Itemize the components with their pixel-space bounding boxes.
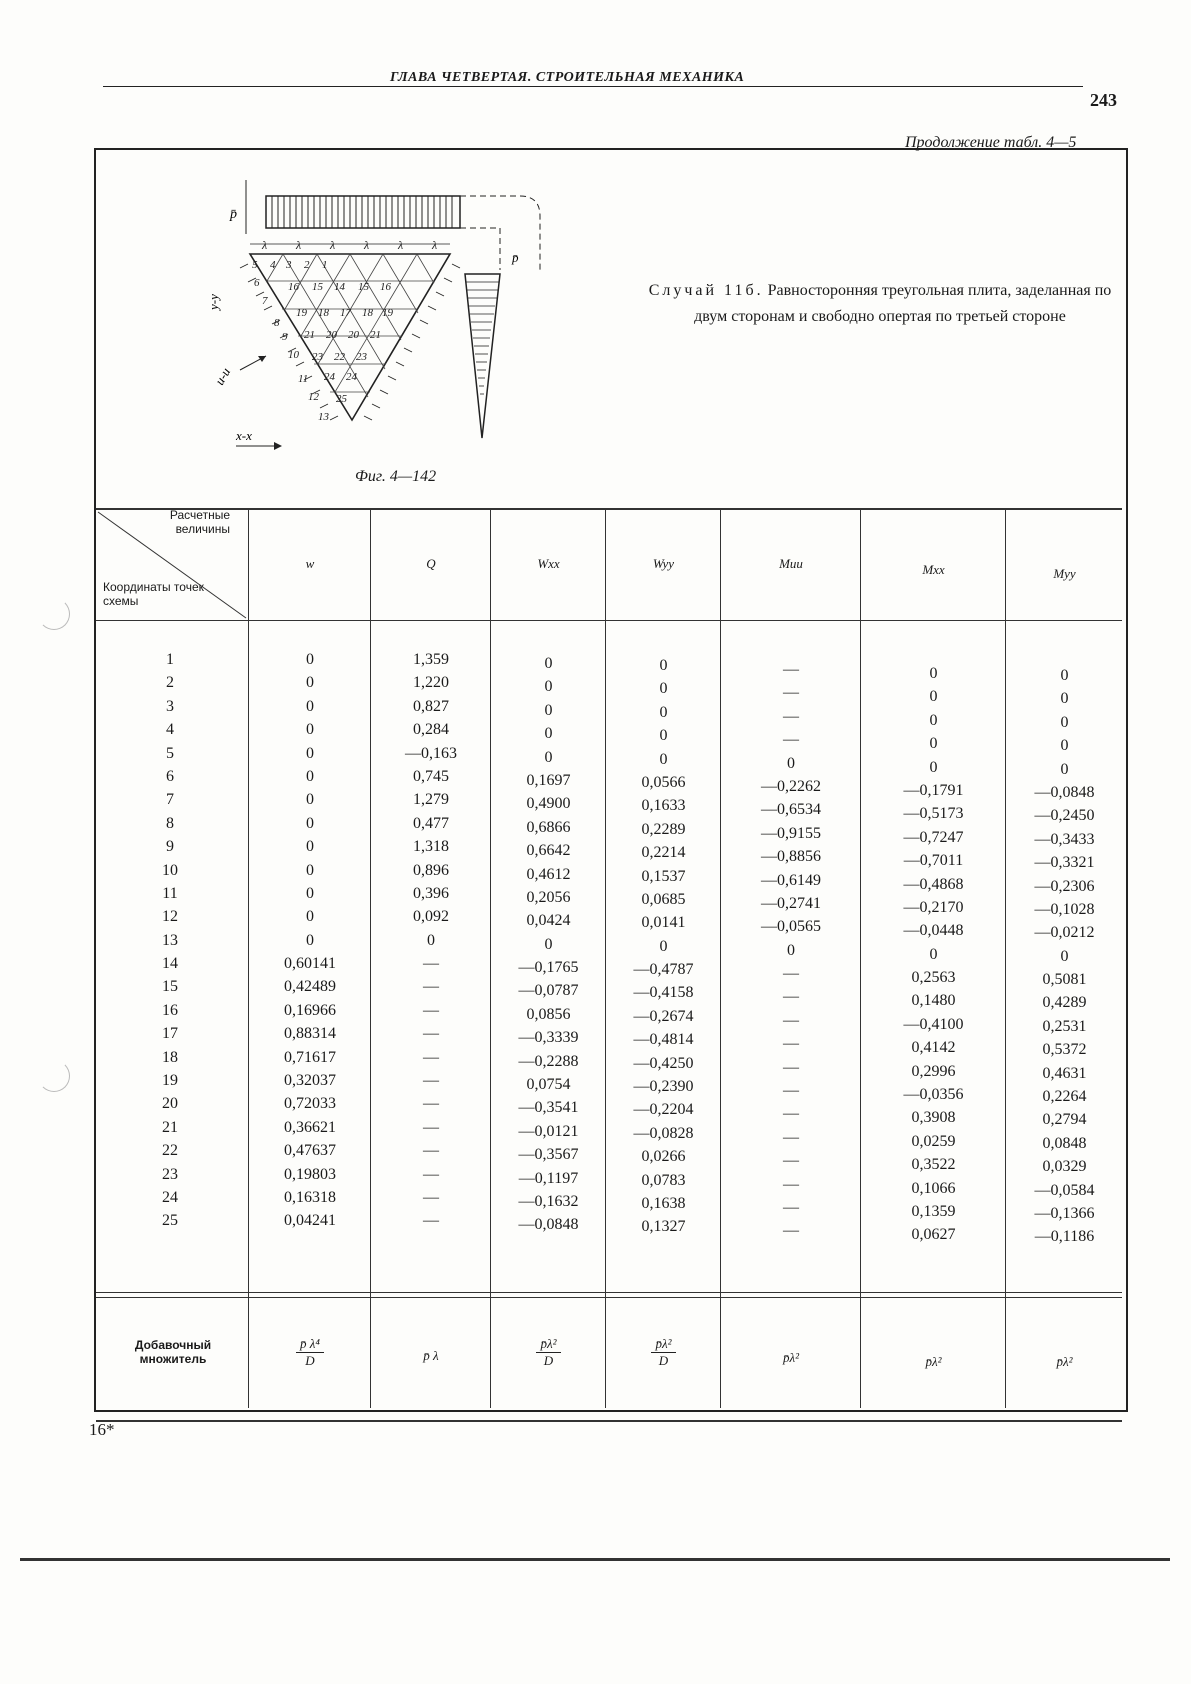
table-cell-q: 0,896 bbox=[413, 861, 449, 879]
table-cell-q: 0,092 bbox=[413, 908, 449, 926]
table-cell-muu: — bbox=[783, 988, 799, 1006]
table-cell-wxx: —0,3567 bbox=[518, 1146, 579, 1164]
table-cell-mxx: —0,2170 bbox=[903, 898, 964, 916]
table-cell-wyy: 0,1638 bbox=[641, 1194, 686, 1212]
header-mxx: Mxx bbox=[922, 562, 945, 577]
table-cell-n: 8 bbox=[166, 814, 174, 832]
table-cell-muu: —0,0565 bbox=[761, 918, 821, 936]
case-title bbox=[640, 278, 1120, 330]
table-cell-wxx: 0,0856 bbox=[526, 1005, 571, 1023]
table-cell-mxx: —0,1791 bbox=[903, 781, 964, 799]
column-myy bbox=[1007, 664, 1122, 1249]
table-cell-mxx: 0,3522 bbox=[911, 1156, 956, 1174]
svg-text:5: 5 bbox=[252, 259, 258, 271]
table-cell-wyy: 0,1327 bbox=[641, 1218, 686, 1236]
table-cell-muu: 0 bbox=[787, 754, 795, 772]
table-cell-q: — bbox=[423, 978, 439, 996]
table-cell-w: 0,19803 bbox=[284, 1165, 336, 1183]
table-cell-n: 24 bbox=[162, 1188, 178, 1206]
svg-text:15: 15 bbox=[312, 281, 323, 293]
table-cell-wyy: 0 bbox=[659, 657, 668, 674]
table-cell-mxx: 0 bbox=[929, 688, 938, 706]
svg-text:λ: λ bbox=[364, 238, 370, 252]
multiplier-muu: p̄λ² bbox=[782, 1350, 800, 1365]
table-cell-q: — bbox=[423, 1165, 439, 1183]
table-cell-w: 0,42489 bbox=[284, 978, 336, 996]
table-cell-muu: — bbox=[783, 731, 799, 749]
table-cell-mxx: 0,1359 bbox=[911, 1202, 956, 1220]
multiplier-wxx: $\frac{\text{p̄λ²}}{D}$ bbox=[492, 1336, 605, 1369]
table-cell-myy: —0,2450 bbox=[1034, 807, 1095, 825]
table-cell-mxx: 0,0627 bbox=[911, 1226, 956, 1244]
table-cell-myy: 0 bbox=[1060, 947, 1069, 965]
table-cell-n: 3 bbox=[166, 697, 174, 715]
table-cell-q: 0,396 bbox=[413, 884, 449, 902]
table-cell-w: 0 bbox=[306, 884, 314, 902]
svg-text:4: 4 bbox=[270, 259, 276, 271]
table-cell-mxx: 0,2996 bbox=[911, 1062, 956, 1080]
header-w: w bbox=[305, 556, 315, 571]
column-mxx bbox=[862, 662, 1005, 1247]
table-cell-muu: —0,6149 bbox=[761, 871, 821, 889]
table-cell-muu: — bbox=[783, 1198, 799, 1216]
table-cell-wxx: 0 bbox=[544, 935, 553, 953]
table-cell-wyy: 0,0783 bbox=[641, 1171, 686, 1189]
table-cell-mxx: 0 bbox=[929, 711, 938, 729]
table-cell-n: 10 bbox=[162, 861, 178, 879]
table-cell-muu: —0,2262 bbox=[761, 777, 821, 795]
col-divider bbox=[1005, 508, 1006, 1408]
table-cell-myy: —0,0584 bbox=[1034, 1181, 1095, 1199]
table-cell-wyy: —0,4787 bbox=[633, 961, 694, 979]
table-cell-wyy: —0,2204 bbox=[633, 1101, 694, 1119]
binder-hole bbox=[38, 1060, 70, 1092]
table-cell-myy: 0,4289 bbox=[1042, 994, 1087, 1012]
svg-text:18: 18 bbox=[362, 307, 373, 319]
table-cell-myy: 0,2264 bbox=[1042, 1088, 1087, 1106]
col-divider bbox=[370, 508, 371, 1408]
table-bottom-rule bbox=[96, 1420, 1122, 1422]
table-cell-myy: 0 bbox=[1060, 690, 1069, 708]
table-cell-muu: —0,6534 bbox=[761, 801, 821, 819]
table-cell-myy: 0 bbox=[1060, 667, 1069, 684]
table-cell-wxx: —0,2288 bbox=[518, 1052, 579, 1070]
body-bottom-rule bbox=[96, 1292, 1122, 1293]
table-cell-myy: —0,0212 bbox=[1034, 924, 1095, 942]
svg-text:λ: λ bbox=[296, 238, 302, 252]
svg-text:19: 19 bbox=[382, 307, 393, 319]
svg-text:11: 11 bbox=[298, 373, 309, 385]
column-w bbox=[250, 648, 370, 1233]
svg-text:p̄: p̄ bbox=[512, 250, 519, 265]
table-continuation-note: Продолжение табл. 4—5 bbox=[905, 134, 1077, 151]
table-cell-n: 2 bbox=[166, 674, 174, 692]
case-description: Равносторонняя треугольная плита, заделанная по двум сторонам и свободно опертая по третьей стороне bbox=[694, 282, 1112, 325]
table-cell-muu: — bbox=[783, 1222, 799, 1240]
table-cell-wyy: 0 bbox=[659, 750, 668, 768]
table-cell-mxx: 0,3908 bbox=[911, 1109, 956, 1127]
table-cell-myy: —0,1366 bbox=[1034, 1204, 1095, 1222]
table-cell-n: 23 bbox=[162, 1165, 178, 1183]
header-wxx: Wxx bbox=[537, 556, 560, 571]
svg-text:22: 22 bbox=[334, 351, 345, 363]
table-cell-mxx: —0,4100 bbox=[903, 1015, 964, 1033]
table-cell-q: 0,477 bbox=[413, 814, 449, 832]
table-cell-n: 6 bbox=[166, 767, 174, 785]
table-cell-q: — bbox=[423, 1212, 439, 1230]
table-cell-w: 0 bbox=[306, 721, 314, 739]
table-cell-mxx: —0,7011 bbox=[903, 852, 964, 870]
col-divider bbox=[720, 508, 721, 1408]
header-wyy: Wyy bbox=[652, 556, 675, 571]
table-cell-n: 12 bbox=[162, 908, 178, 926]
table-cell-wxx: —0,0787 bbox=[518, 982, 579, 1000]
table-cell-q: — bbox=[423, 1001, 439, 1019]
column-wxx bbox=[492, 652, 605, 1237]
table-cell-w: 0 bbox=[306, 908, 314, 926]
header-rule bbox=[103, 86, 1083, 87]
col-divider bbox=[860, 508, 861, 1408]
table-cell-muu: —0,2741 bbox=[761, 894, 821, 912]
table-cell-myy: 0 bbox=[1060, 760, 1069, 778]
svg-text:1: 1 bbox=[322, 259, 328, 271]
table-cell-w: 0 bbox=[306, 838, 314, 856]
table-cell-myy: 0,4631 bbox=[1042, 1064, 1087, 1082]
table-cell-w: 0 bbox=[306, 861, 314, 879]
svg-text:16: 16 bbox=[288, 281, 299, 293]
svg-text:23: 23 bbox=[356, 351, 367, 363]
table-cell-wxx: 0 bbox=[544, 748, 553, 766]
table-cell-w: 0 bbox=[306, 697, 314, 715]
table-cell-wxx: —0,3541 bbox=[518, 1099, 579, 1117]
table-cell-n: 5 bbox=[166, 744, 174, 762]
table-cell-muu: — bbox=[783, 965, 799, 983]
svg-text:15: 15 bbox=[358, 281, 369, 293]
table-cell-wxx: 0 bbox=[544, 701, 553, 719]
table-cell-myy: —0,3433 bbox=[1034, 830, 1095, 848]
table-cell-n: 14 bbox=[162, 955, 178, 973]
table-cell-w: 0,04241 bbox=[284, 1212, 336, 1230]
svg-text:λ: λ bbox=[398, 238, 404, 252]
table-cell-muu: — bbox=[783, 1175, 799, 1193]
table-cell-w: 0 bbox=[306, 931, 314, 949]
table-cell-myy: 0,0848 bbox=[1042, 1134, 1087, 1152]
table-cell-mxx: 0,4142 bbox=[911, 1039, 956, 1057]
table-cell-wyy: 0,0566 bbox=[641, 773, 686, 791]
table-cell-n: 13 bbox=[162, 931, 178, 949]
multiplier-q: p̄ λ bbox=[423, 1348, 439, 1363]
table-cell-mxx: 0 bbox=[929, 735, 938, 753]
svg-text:21: 21 bbox=[370, 329, 381, 341]
table-cell-q: — bbox=[423, 1095, 439, 1113]
table-cell-q: 0,284 bbox=[413, 721, 449, 739]
col-divider bbox=[248, 508, 249, 1408]
table-cell-w: 0 bbox=[306, 744, 314, 762]
table-cell-mxx: —0,7247 bbox=[903, 828, 964, 846]
multiplier-wyy: $\frac{\text{p̄λ²}}{D}$ bbox=[607, 1336, 720, 1369]
table-cell-q: — bbox=[423, 1048, 439, 1066]
header-myy: Myy bbox=[1053, 566, 1076, 581]
col-divider bbox=[490, 508, 491, 1408]
table-cell-wyy: 0,1537 bbox=[641, 867, 686, 885]
table-cell-mxx: —0,0356 bbox=[903, 1086, 964, 1104]
svg-text:p̄: p̄ bbox=[230, 207, 237, 222]
table-cell-myy: —0,3321 bbox=[1034, 854, 1095, 872]
svg-text:12: 12 bbox=[308, 391, 319, 403]
column-wyy bbox=[607, 654, 720, 1239]
header-muu: Muu bbox=[779, 556, 803, 571]
multiplier-mxx: p̄λ² bbox=[925, 1354, 942, 1369]
table-cell-n: 17 bbox=[162, 1025, 178, 1043]
table-cell-wxx: —0,0848 bbox=[518, 1216, 579, 1234]
table-cell-wxx: —0,1197 bbox=[518, 1169, 579, 1187]
binder-hole bbox=[38, 598, 70, 630]
table-cell-wyy: 0 bbox=[659, 727, 668, 745]
table-cell-wxx: 0 bbox=[544, 678, 553, 696]
table-cell-n: 22 bbox=[162, 1142, 178, 1160]
svg-text:14: 14 bbox=[334, 281, 345, 293]
table-cell-wxx: 0 bbox=[544, 655, 553, 672]
table-cell-w: 0,72033 bbox=[284, 1095, 336, 1113]
table-cell-n: 18 bbox=[162, 1048, 178, 1066]
case-lead: Случай 11б. bbox=[648, 282, 764, 299]
table-cell-wxx: 0 bbox=[544, 725, 553, 743]
table-cell-q: — bbox=[423, 955, 439, 973]
table-cell-muu: 0 bbox=[787, 941, 795, 959]
table-cell-wyy: —0,4158 bbox=[633, 984, 694, 1002]
svg-text:2: 2 bbox=[304, 259, 310, 271]
svg-text:λ: λ bbox=[330, 238, 336, 252]
table-cell-wxx: —0,1765 bbox=[518, 959, 579, 977]
table-cell-w: 0 bbox=[306, 814, 314, 832]
column-q bbox=[372, 648, 490, 1233]
table-cell-wyy: —0,4814 bbox=[633, 1031, 694, 1049]
table-cell-muu: —0,8856 bbox=[761, 848, 821, 866]
svg-text:24: 24 bbox=[324, 371, 335, 383]
body-bottom-rule-2 bbox=[96, 1297, 1122, 1298]
table-cell-q: 0,745 bbox=[413, 767, 449, 785]
svg-text:3: 3 bbox=[286, 259, 292, 271]
figure-caption: Фиг. 4—142 bbox=[355, 468, 437, 485]
running-head: ГЛАВА ЧЕТВЕРТАЯ. СТРОИТЕЛЬНАЯ МЕХАНИКА bbox=[390, 70, 745, 85]
table-cell-n: 16 bbox=[162, 1001, 178, 1019]
scan-edge-line bbox=[20, 1558, 1170, 1561]
header-bottom-rule bbox=[96, 620, 1122, 621]
table-cell-mxx: 0 bbox=[929, 758, 938, 776]
table-cell-mxx: —0,5173 bbox=[903, 805, 964, 823]
table-cell-myy: 0,5081 bbox=[1042, 971, 1087, 989]
table-cell-muu: — bbox=[783, 1152, 799, 1170]
table-cell-n: 19 bbox=[162, 1072, 178, 1090]
svg-text:10: 10 bbox=[288, 349, 299, 361]
svg-text:u-u: u-u bbox=[211, 364, 234, 388]
svg-text:7: 7 bbox=[262, 295, 268, 307]
table-cell-wyy: 0,1633 bbox=[641, 797, 686, 815]
svg-text:16: 16 bbox=[380, 281, 391, 293]
signature-mark: 16* bbox=[89, 1420, 115, 1439]
table-cell-w: 0,32037 bbox=[284, 1072, 336, 1090]
table-cell-wyy: 0 bbox=[659, 680, 668, 698]
table-cell-mxx: —0,4868 bbox=[903, 875, 964, 893]
header-q: Q bbox=[426, 556, 436, 571]
table-cell-n: 11 bbox=[162, 884, 178, 902]
table-cell-myy: 0 bbox=[1060, 713, 1069, 731]
table-cell-wxx: —0,1632 bbox=[518, 1192, 579, 1210]
table-cell-myy: —0,2306 bbox=[1034, 877, 1095, 895]
table-cell-q: 0,827 bbox=[413, 697, 449, 715]
table-cell-n: 7 bbox=[166, 791, 174, 809]
table-cell-w: 0,71617 bbox=[284, 1048, 336, 1066]
table-cell-n: 21 bbox=[162, 1118, 178, 1136]
svg-text:23: 23 bbox=[312, 351, 323, 363]
svg-text:20: 20 bbox=[348, 329, 359, 341]
svg-text:8: 8 bbox=[274, 317, 280, 329]
svg-text:20: 20 bbox=[326, 329, 337, 341]
corner-header-coordinates: Координаты точек схемы bbox=[103, 580, 204, 608]
table-cell-myy: —0,0848 bbox=[1034, 783, 1095, 801]
column-point-number bbox=[140, 648, 200, 1233]
table-cell-q: 1,359 bbox=[413, 651, 449, 668]
table-cell-myy: 0,2531 bbox=[1042, 1017, 1087, 1035]
table-cell-myy: —0,1186 bbox=[1034, 1228, 1095, 1246]
table-cell-wxx: 0,0754 bbox=[526, 1076, 571, 1094]
table-cell-w: 0,16318 bbox=[284, 1188, 336, 1206]
svg-text:9: 9 bbox=[282, 331, 288, 343]
table-cell-n: 9 bbox=[166, 838, 174, 856]
page-number: 243 bbox=[1090, 90, 1117, 110]
table-cell-wyy: —0,2674 bbox=[633, 1007, 694, 1025]
table-cell-muu: — bbox=[783, 707, 799, 725]
svg-text:x-x: x-x bbox=[236, 428, 252, 443]
table-cell-w: 0,16966 bbox=[284, 1001, 336, 1019]
col-divider bbox=[605, 508, 606, 1408]
svg-text:λ: λ bbox=[262, 238, 268, 252]
table-cell-q: — bbox=[423, 1142, 439, 1160]
table-cell-muu: — bbox=[783, 1058, 799, 1076]
table-cell-q: — bbox=[423, 1072, 439, 1090]
table-cell-myy: —0,1028 bbox=[1034, 900, 1095, 918]
table-cell-mxx: 0 bbox=[929, 665, 938, 682]
table-cell-q: 1,279 bbox=[413, 791, 449, 809]
table-cell-q: 0 bbox=[427, 931, 435, 949]
table-cell-wxx: 0,4900 bbox=[526, 795, 571, 813]
table-cell-mxx: 0,1480 bbox=[911, 992, 956, 1010]
table-cell-muu: — bbox=[783, 1082, 799, 1100]
table-cell-q: — bbox=[423, 1118, 439, 1136]
table-cell-muu: —0,9155 bbox=[761, 824, 821, 842]
table-cell-w: 0 bbox=[306, 767, 314, 785]
table-cell-n: 15 bbox=[162, 978, 178, 996]
table-cell-w: 0 bbox=[306, 674, 314, 692]
table-cell-wxx: 0,1697 bbox=[526, 771, 571, 789]
corner-header-quantities: Расчетные величины bbox=[169, 508, 230, 536]
svg-text:λ: λ bbox=[432, 238, 438, 252]
table-cell-mxx: 0 bbox=[929, 945, 938, 963]
table-cell-muu: — bbox=[783, 1011, 799, 1029]
table-cell-wxx: 0,2056 bbox=[526, 888, 571, 906]
table-cell-myy: 0,5372 bbox=[1042, 1041, 1087, 1059]
table-cell-wxx: 0,6642 bbox=[526, 842, 571, 860]
table-cell-w: 0 bbox=[306, 791, 314, 809]
table-cell-n: 25 bbox=[162, 1212, 178, 1230]
table-cell-q: — bbox=[423, 1188, 439, 1206]
table-cell-wyy: 0,2214 bbox=[641, 844, 686, 862]
table-cell-myy: 0 bbox=[1060, 737, 1069, 755]
table-cell-muu: — bbox=[783, 1035, 799, 1053]
table-cell-wyy: 0,2289 bbox=[641, 820, 686, 838]
table-top-rule bbox=[96, 508, 1122, 510]
table-cell-wyy: —0,2390 bbox=[633, 1078, 694, 1096]
table-cell-q: 1,318 bbox=[413, 838, 449, 856]
svg-text:24: 24 bbox=[346, 371, 357, 383]
svg-text:19: 19 bbox=[296, 307, 307, 319]
table-cell-q: —0,163 bbox=[405, 744, 457, 762]
figure-triangular-plate bbox=[200, 170, 580, 460]
table-cell-q: 1,220 bbox=[413, 674, 449, 692]
table-cell-wyy: —0,4250 bbox=[633, 1054, 694, 1072]
table-cell-wyy: 0 bbox=[659, 703, 668, 721]
table-cell-w: 0,36621 bbox=[284, 1118, 336, 1136]
multiplier-label: Добавочный множитель bbox=[134, 1338, 212, 1366]
table-cell-mxx: 0,0259 bbox=[911, 1132, 956, 1150]
svg-text:25: 25 bbox=[336, 393, 347, 405]
table-cell-wxx: —0,0121 bbox=[518, 1122, 579, 1140]
table-cell-muu: — bbox=[783, 1105, 799, 1123]
table-cell-w: 0,47637 bbox=[284, 1142, 336, 1160]
multiplier-w: $\frac{\text{p̄ λ⁴}}{D}$ bbox=[250, 1336, 370, 1369]
multiplier-myy: p̄λ² bbox=[1056, 1354, 1073, 1369]
table-cell-n: 20 bbox=[162, 1095, 178, 1113]
table-cell-wyy: 0,0266 bbox=[641, 1148, 686, 1166]
table-cell-wxx: —0,3339 bbox=[518, 1029, 579, 1047]
table-cell-w: 0,60141 bbox=[284, 955, 336, 973]
table-cell-muu: — bbox=[783, 1128, 799, 1146]
table-cell-myy: 0,2794 bbox=[1042, 1111, 1087, 1129]
svg-text:18: 18 bbox=[318, 307, 329, 319]
svg-text:17: 17 bbox=[340, 307, 351, 319]
column-muu bbox=[722, 658, 860, 1243]
table-cell-mxx: 0,2563 bbox=[911, 969, 956, 987]
svg-text:y-y: y-y bbox=[206, 294, 221, 310]
table-cell-w: 0,88314 bbox=[284, 1025, 336, 1043]
table-cell-wxx: 0,4612 bbox=[526, 865, 571, 883]
svg-text:13: 13 bbox=[318, 411, 329, 423]
table-cell-w: 0 bbox=[306, 651, 314, 668]
table-cell-q: — bbox=[423, 1025, 439, 1043]
table-cell-n: 4 bbox=[166, 721, 174, 739]
svg-text:6: 6 bbox=[254, 277, 260, 289]
table-cell-myy: 0,0329 bbox=[1042, 1158, 1087, 1176]
svg-text:21: 21 bbox=[304, 329, 315, 341]
table-cell-wyy: —0,0828 bbox=[633, 1124, 694, 1142]
table-cell-wxx: 0,0424 bbox=[526, 912, 571, 930]
table-cell-wyy: 0 bbox=[659, 937, 668, 955]
table-cell-wyy: 0,0685 bbox=[641, 890, 686, 908]
table-cell-mxx: 0,1066 bbox=[911, 1179, 956, 1197]
table-cell-wxx: 0,6866 bbox=[526, 818, 571, 836]
table-cell-n: 1 bbox=[166, 651, 174, 668]
table-cell-wyy: 0,0141 bbox=[641, 914, 686, 932]
table-cell-muu: — bbox=[783, 661, 799, 678]
table-cell-mxx: —0,0448 bbox=[903, 922, 964, 940]
table-cell-muu: — bbox=[783, 684, 799, 702]
